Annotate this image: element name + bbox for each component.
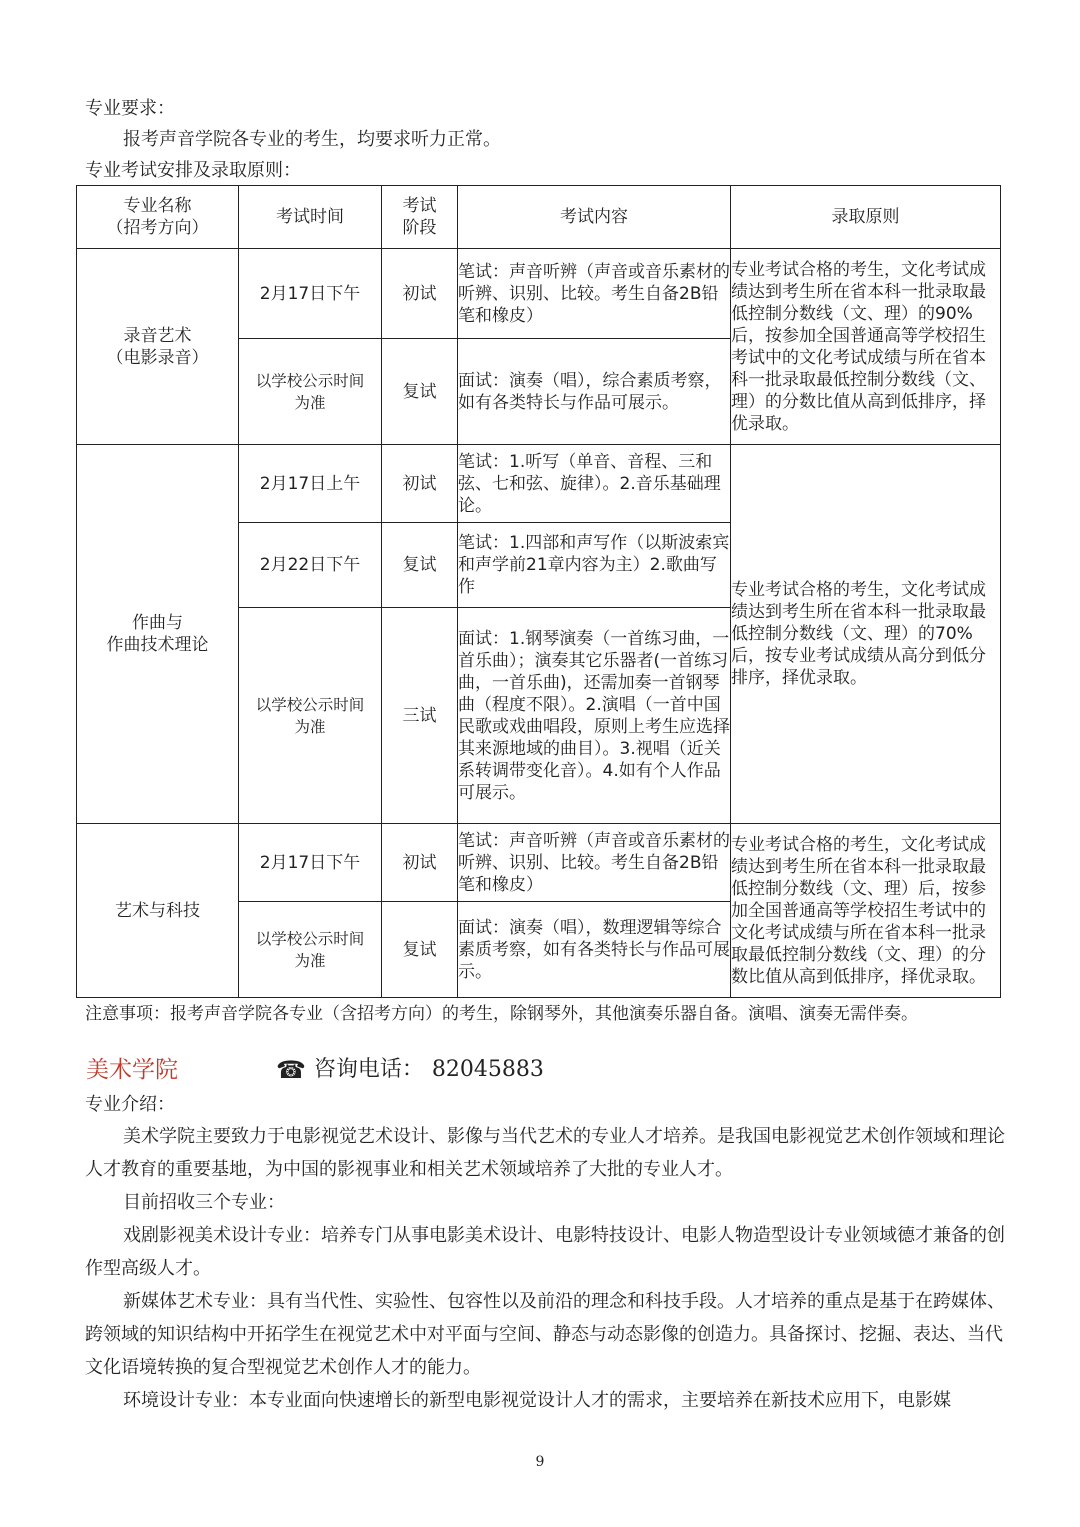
section-title: 美术学院 (86, 1057, 178, 1083)
header-content: 考试内容 (458, 186, 731, 249)
stage-cell: 复试 (382, 902, 458, 998)
time-cell: 2月22日下午 (239, 523, 382, 608)
content-cell: 笔试：声音听辨（声音或音乐素材的听辨、识别、比较。考生自备2B铅笔和橡皮） (458, 249, 731, 339)
paragraph: 新媒体艺术专业：具有当代性、实验性、包容性以及前沿的理念和科技手段。人才培养的重点是基于在跨媒体、跨领域的知识结构中开拓学生在视觉艺术中对平面与空间、静态与动态影像的创造力。具备探讨、挖掘、表达、当代文化语境转换的复合型视觉艺术创作人才的能力。 (85, 1291, 1005, 1378)
time-cell: 以学校公示时间为准 (239, 608, 382, 824)
major-cell: 录音艺术 （电影录音） (77, 249, 239, 445)
phone-number: 82045883 (431, 1057, 544, 1082)
header-admission: 录取原则 (731, 186, 1001, 249)
time-cell: 2月17日上午 (239, 445, 382, 523)
paragraph: 环境设计专业：本专业面向快速增长的新型电影视觉设计人才的需求，主要培养在新技术应用下，电影媒 (123, 1390, 951, 1411)
paragraph: 戏剧影视美术设计专业：培养专门从事电影美术设计、电影特技设计、电影人物造型设计专业领域德才兼备的创作型高级人才。 (85, 1225, 1005, 1279)
intro-heading: 专业介绍： (85, 1094, 175, 1115)
phone-label: 咨询电话： (313, 1057, 424, 1082)
admission-cell: 专业考试合格的考生，文化考试成绩达到考生所在省本科一批录取最低控制分数线（文、理）后，按参加全国普通高等学校招生考试中的文化考试成绩与所在省本科一批录取最低控制分数线（文、理）的分数比值从高到低排序，择优录取。 (731, 824, 1001, 998)
content-cell: 笔试：声音听辨（声音或音乐素材的听辨、识别、比较。考生自备2B铅笔和橡皮） (458, 824, 731, 902)
time-cell: 2月17日下午 (239, 249, 382, 339)
time-cell: 2月17日下午 (239, 824, 382, 902)
table-header-row (77, 186, 1001, 249)
stage-cell: 三试 (382, 608, 458, 824)
stage-cell: 复试 (382, 339, 458, 445)
content-cell: 面试：1.钢琴演奏（一首练习曲，一首乐曲）；演奏其它乐器者(一首练习曲，一首乐曲)，还需加奏一首钢琴曲（程度不限）。2.演唱（一首中国民歌或戏曲唱段，原则上考生应选择其来源地域的曲目）。3.视唱（近关系转调带变化音）。4.如有个人作品可展示。 (458, 608, 731, 824)
telephone-icon: ☎ (276, 1056, 306, 1084)
stage-cell: 初试 (382, 824, 458, 902)
exam-table (76, 185, 1001, 998)
time-cell: 以学校公示时间为准 (239, 339, 382, 445)
header-major: 专业名称 （招考方向） (77, 186, 239, 249)
stage-cell: 初试 (382, 249, 458, 339)
notice-text: 注意事项：报考声音学院各专业（含招考方向）的考生，除钢琴外，其他演奏乐器自备。演唱、演奏无需伴奏。 (85, 1004, 918, 1024)
content-cell: 笔试：1.听写（单音、音程、三和弦、七和弦、旋律）。2.音乐基础理论。 (458, 445, 731, 523)
admission-cell: 专业考试合格的考生，文化考试成绩达到考生所在省本科一批录取最低控制分数线（文、理）的90%后，按参加全国普通高等学校招生考试中的文化考试成绩与所在省本科一批录取最低控制分数线（文、理）的分数比值从高到低排序，择优录取。 (731, 249, 1001, 445)
paragraph: 美术学院主要致力于电影视觉艺术设计、影像与当代艺术的专业人才培养。是我国电影视觉艺术创作领域和理论人才教育的重要基地，为中国的影视事业和相关艺术领域培养了大批的专业人才。 (85, 1126, 1005, 1180)
header-stage: 考试 阶段 (382, 186, 458, 249)
content-cell: 面试：演奏（唱），综合素质考察，如有各类特长与作品可展示。 (458, 339, 731, 445)
header-time: 考试时间 (239, 186, 382, 249)
requirement-text: 报考声音学院各专业的考生，均要求听力正常。 (123, 129, 501, 150)
stage-cell: 复试 (382, 523, 458, 608)
requirement-heading: 专业要求： (85, 98, 175, 119)
major-cell: 艺术与科技 (77, 824, 239, 998)
page-number: 9 (535, 1454, 545, 1470)
table-row (77, 824, 1001, 902)
schedule-heading: 专业考试安排及录取原则： (85, 160, 301, 181)
table-row (77, 445, 1001, 523)
major-cell: 作曲与 作曲技术理论 (77, 445, 239, 824)
time-cell: 以学校公示时间为准 (239, 902, 382, 998)
admission-cell: 专业考试合格的考生，文化考试成绩达到考生所在省本科一批录取最低控制分数线（文、理）的70%后，按专业考试成绩从高分到低分排序，择优录取。 (731, 445, 1001, 824)
content-cell: 笔试：1.四部和声写作（以斯波索宾和声学前21章内容为主）2.歌曲写作 (458, 523, 731, 608)
consult-phone (276, 1055, 544, 1085)
content-cell: 面试：演奏（唱），数理逻辑等综合素质考察，如有各类特长与作品可展示。 (458, 902, 731, 998)
table-row (77, 249, 1001, 339)
stage-cell: 初试 (382, 445, 458, 523)
paragraph: 目前招收三个专业： (123, 1192, 285, 1213)
